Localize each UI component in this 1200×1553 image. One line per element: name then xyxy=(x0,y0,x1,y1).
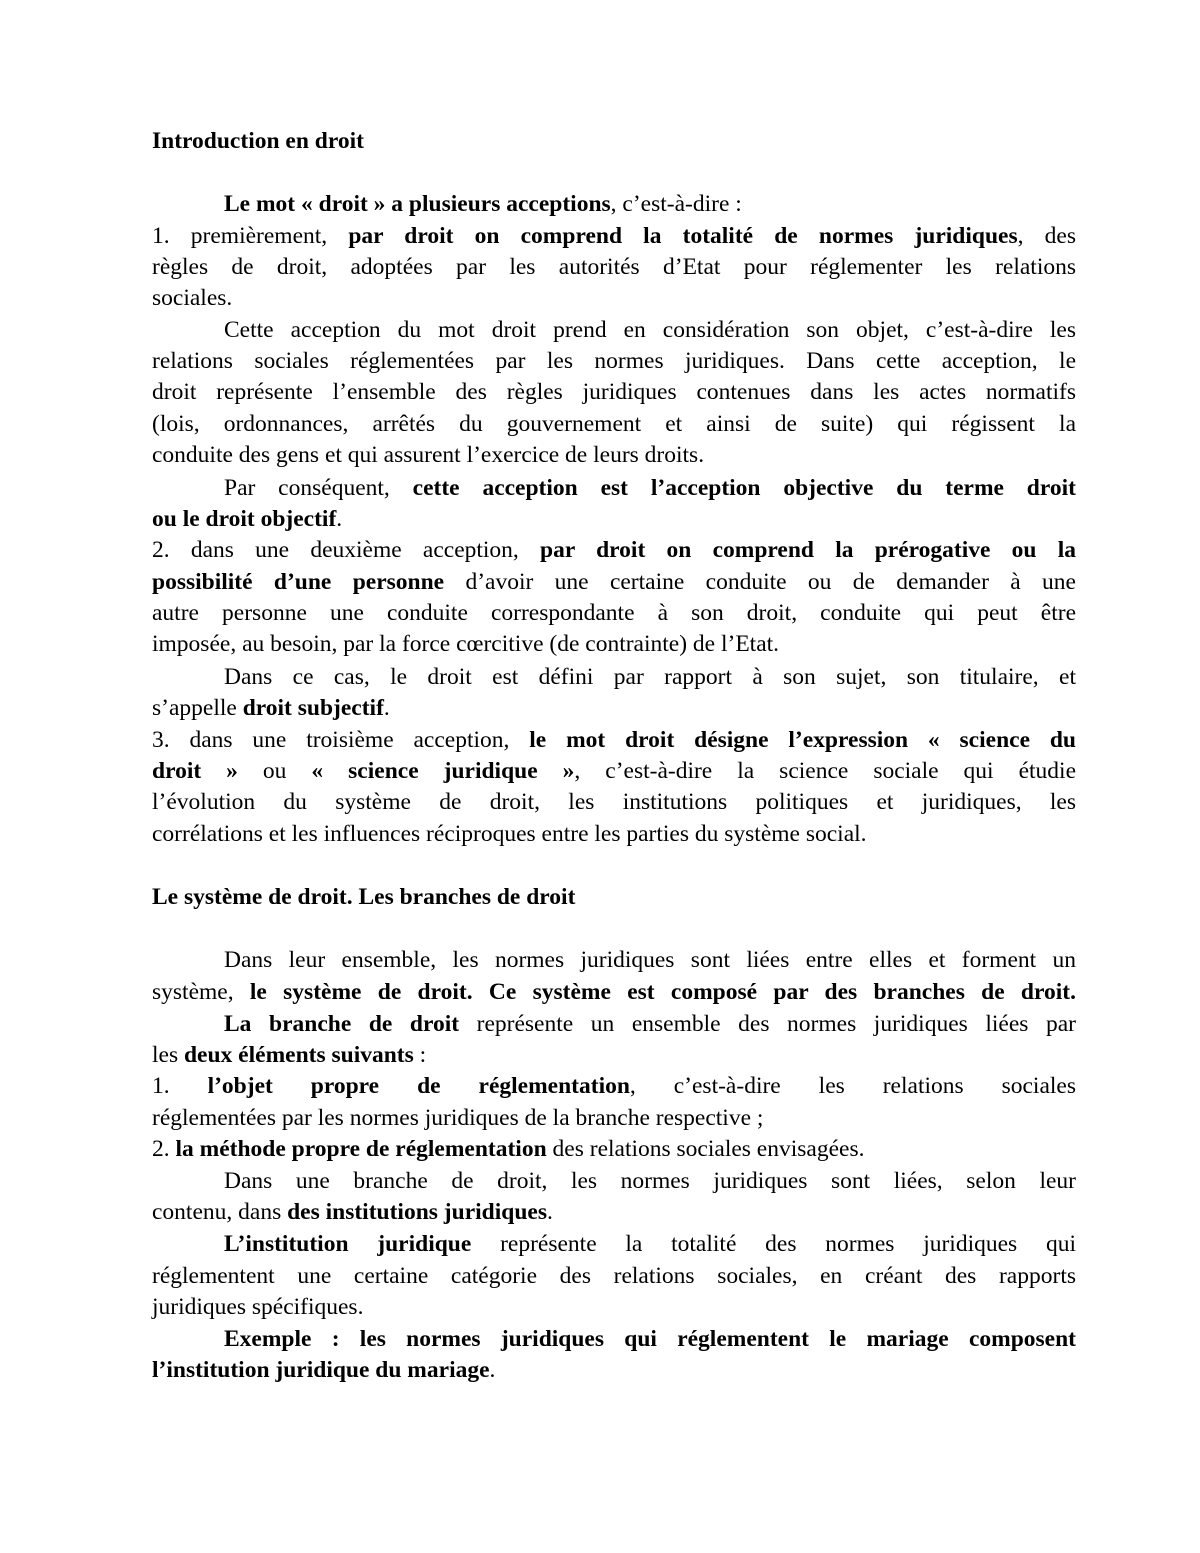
paragraph-line: Dans une branche de droit, les normes juridiques sont liées, selon leur xyxy=(224,1168,1076,1194)
paragraph-line: Dans leur ensemble, les normes juridiques sont liées entre elles et forment un xyxy=(224,947,1076,973)
paragraph-line: l’évolution du système de droit, les institutions politiques et juridiques, les xyxy=(152,789,1076,815)
paragraph-line: ou le droit objectif. xyxy=(152,506,343,532)
paragraph-line: réglementées par les normes juridiques de la branche respective ; xyxy=(152,1105,764,1131)
paragraph-line: règles de droit, adoptées par les autorités d’Etat pour réglementer les relations xyxy=(152,254,1076,280)
paragraph-line: La branche de droit représente un ensemble des normes juridiques liées par xyxy=(224,1011,1077,1037)
paragraph-line: juridiques spécifiques. xyxy=(152,1294,364,1320)
paragraph-line: conduite des gens et qui assurent l’exercice de leurs droits. xyxy=(152,442,705,468)
paragraph-line: s’appelle droit subjectif. xyxy=(152,695,390,721)
paragraph-line: sociales. xyxy=(152,285,233,311)
paragraph-line: L’institution juridique représente la totalité des normes juridiques qui xyxy=(224,1231,1076,1257)
paragraph-line: contenu, dans des institutions juridiques. xyxy=(152,1199,553,1225)
paragraph-line: Exemple : les normes juridiques qui réglementent le mariage composent xyxy=(224,1326,1076,1352)
section-title-introduction: Introduction en droit xyxy=(152,128,364,154)
paragraph-line: 1. l’objet propre de réglementation, c’est-à-dire les relations sociales xyxy=(152,1073,1076,1099)
paragraph-line: droit représente l’ensemble des règles juridiques contenues dans les actes normatifs xyxy=(152,379,1076,405)
paragraph-line: 3. dans une troisième acception, le mot droit désigne l’expression « science du xyxy=(152,727,1076,753)
paragraph-line: l’institution juridique du mariage. xyxy=(152,1357,496,1383)
paragraph-line: système, le système de droit. Ce système est composé par des branches de droit. xyxy=(152,979,1076,1005)
paragraph-line: autre personne une conduite correspondante à son droit, conduite qui peut être xyxy=(152,600,1076,626)
section-title-systeme-de-droit: Le système de droit. Les branches de droit xyxy=(152,884,576,910)
paragraph-line: relations sociales réglementées par les normes juridiques. Dans cette acception, le xyxy=(152,348,1076,374)
paragraph-line: droit » ou « science juridique », c’est-à-dire la science sociale qui étudie xyxy=(152,758,1076,784)
paragraph-line: 2. dans une deuxième acception, par droit on comprend la prérogative ou la xyxy=(152,537,1076,563)
paragraph-line: Cette acception du mot droit prend en considération son objet, c’est-à-dire les xyxy=(224,317,1076,343)
paragraph-line: corrélations et les influences réciproques entre les parties du système social. xyxy=(152,821,867,847)
paragraph-line: (lois, ordonnances, arrêtés du gouvernement et ainsi de suite) qui régissent la xyxy=(152,411,1076,437)
paragraph-line: les deux éléments suivants : xyxy=(152,1042,427,1068)
paragraph-line: imposée, au besoin, par la force cœrcitive (de contrainte) de l’Etat. xyxy=(152,631,780,657)
paragraph-line: Dans ce cas, le droit est défini par rapport à son sujet, son titulaire, et xyxy=(224,664,1076,690)
paragraph-line: 2. la méthode propre de réglementation des relations sociales envisagées. xyxy=(152,1136,865,1162)
paragraph-line: Par conséquent, cette acception est l’acception objective du terme droit xyxy=(224,475,1076,501)
intro-line: Le mot « droit » a plusieurs acceptions, c’est-à-dire : xyxy=(224,191,742,217)
paragraph-line: 1. premièrement, par droit on comprend la totalité de normes juridiques, des xyxy=(152,223,1077,249)
paragraph-line: réglementent une certaine catégorie des relations sociales, en créant des rapports xyxy=(152,1263,1076,1289)
paragraph-line: possibilité d’une personne d’avoir une certaine conduite ou de demander à une xyxy=(152,569,1076,595)
